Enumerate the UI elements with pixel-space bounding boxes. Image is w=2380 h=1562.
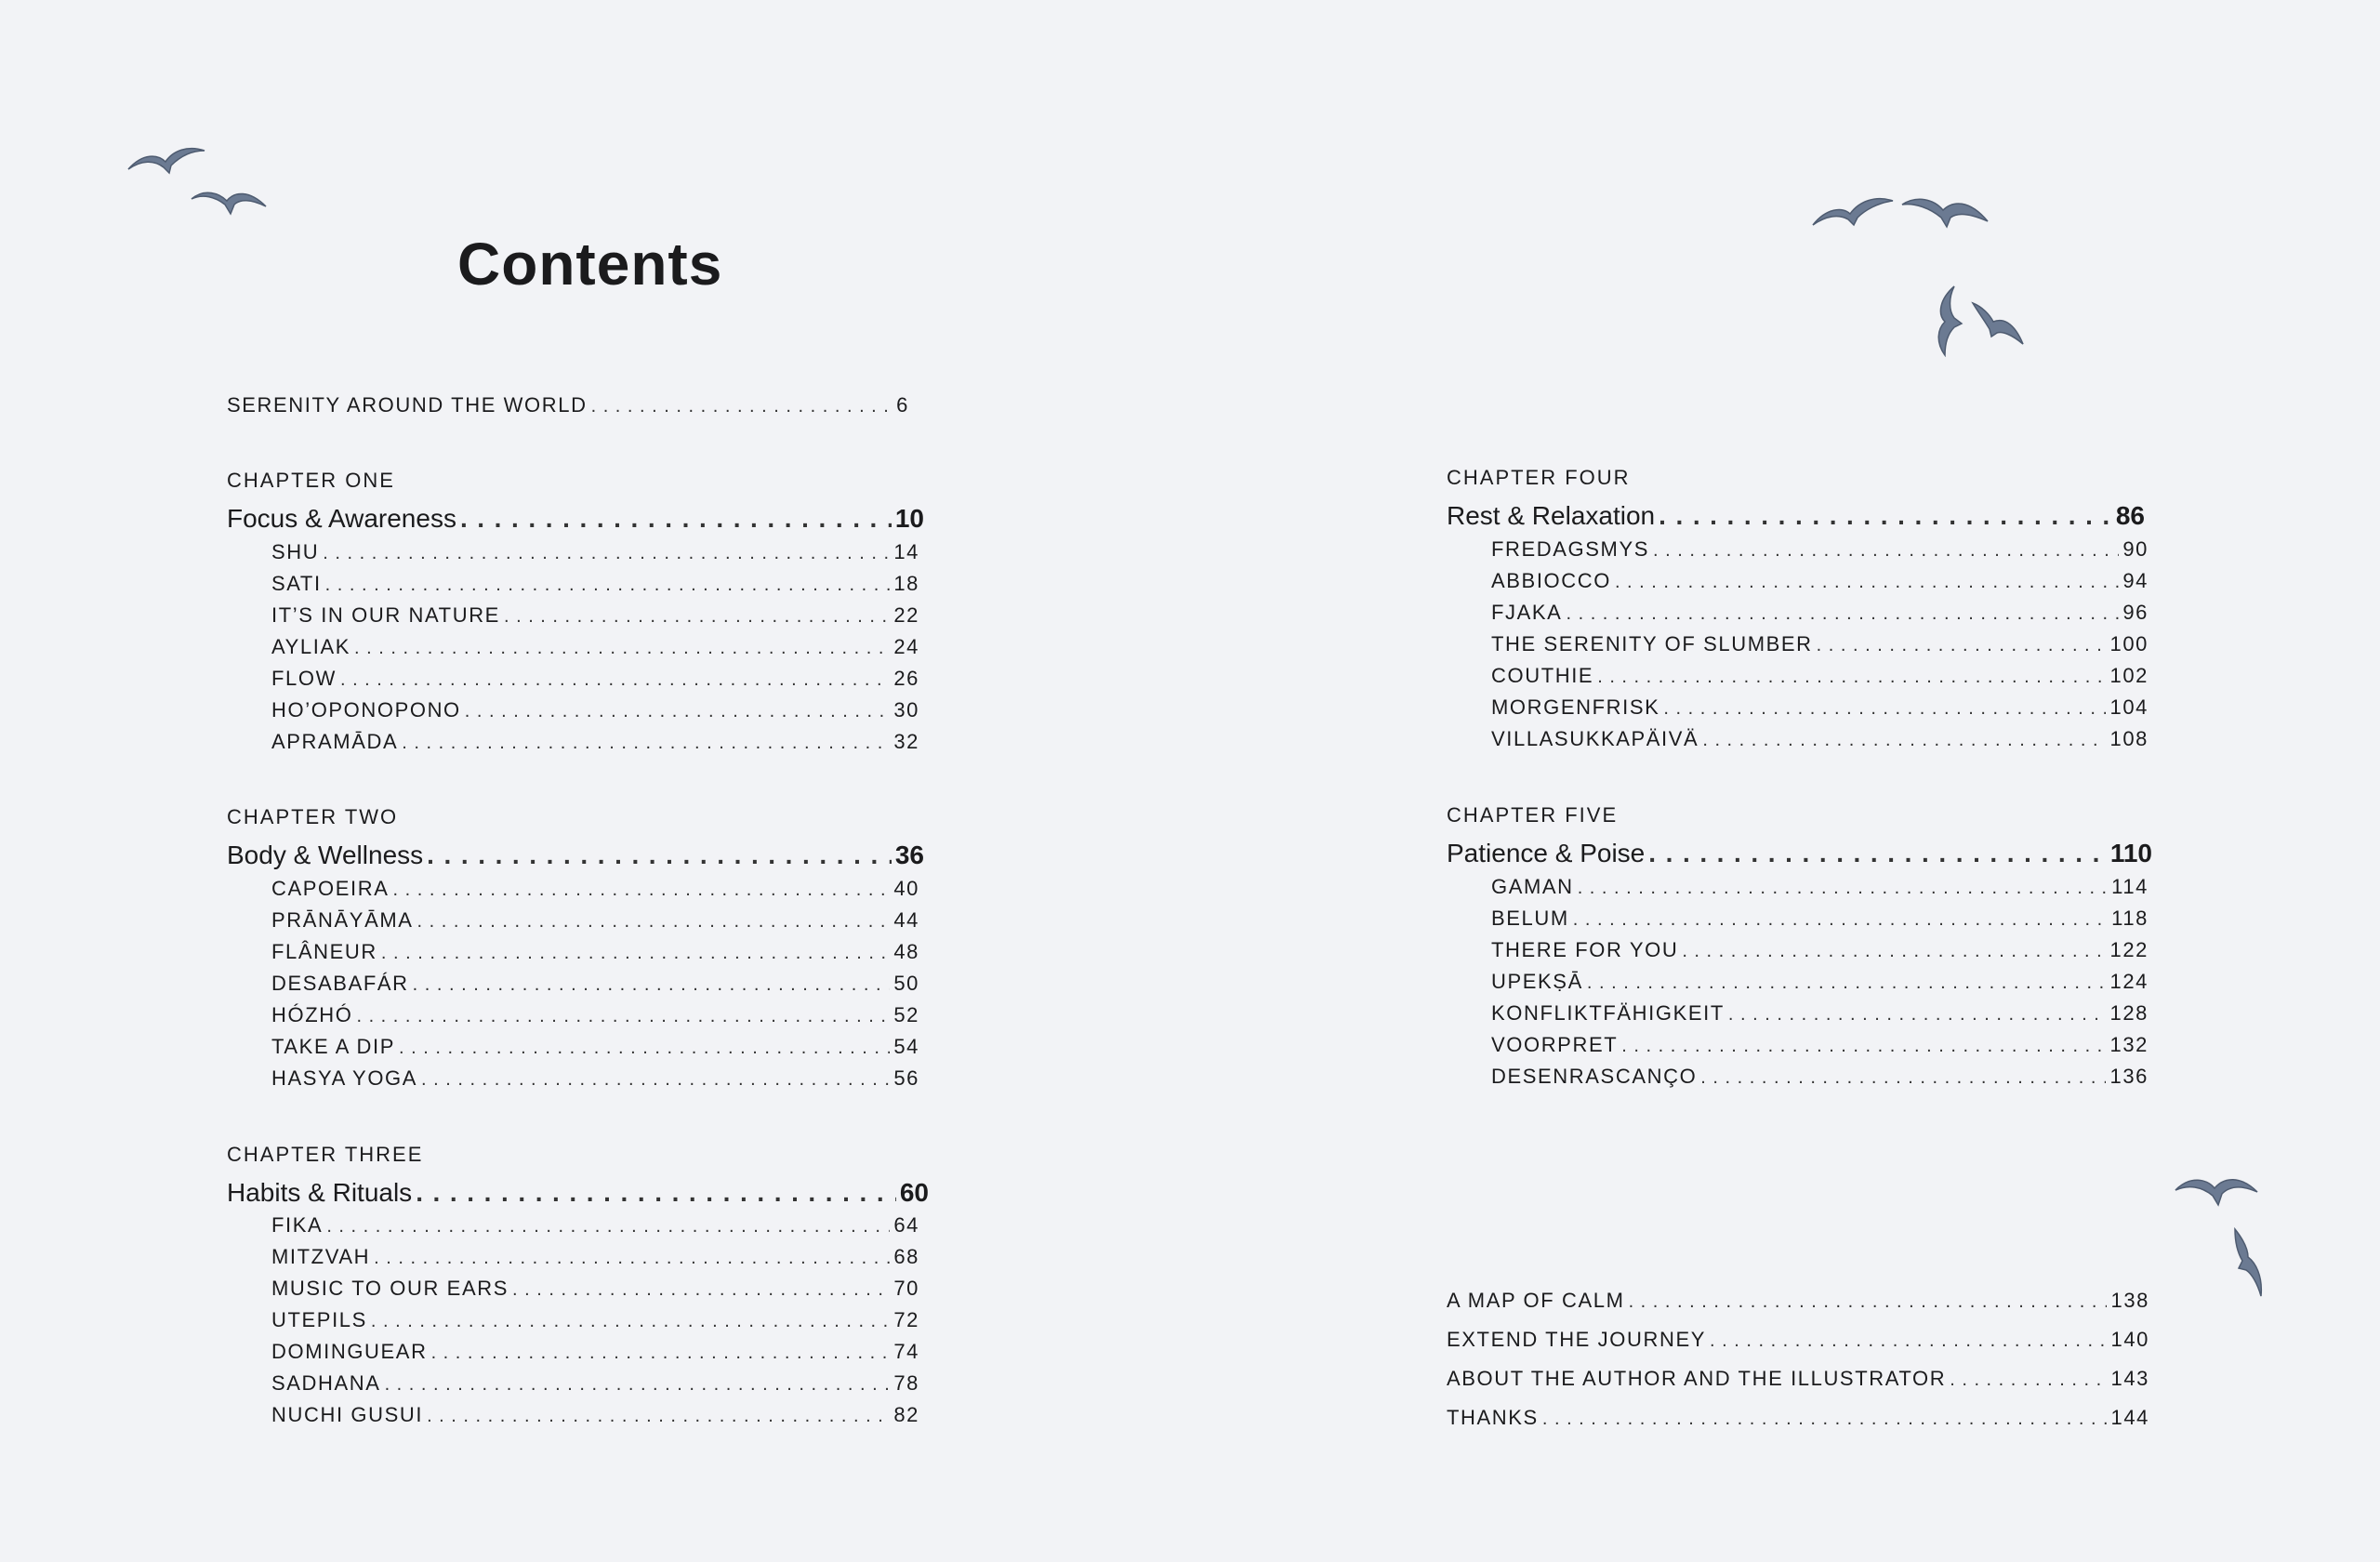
entry-page: 132 (2109, 1033, 2149, 1056)
entry-page: 74 (893, 1340, 919, 1363)
toc-entry[interactable] (271, 906, 919, 935)
dot-leader (356, 1000, 890, 1030)
dot-leader (381, 937, 890, 967)
entry-page: 90 (2122, 537, 2149, 561)
chapter-label: CHAPTER FIVE (1447, 803, 1619, 827)
dot-leader (591, 390, 893, 420)
dot-leader (431, 1337, 891, 1367)
entry-page: 124 (2109, 970, 2149, 993)
entry-label: COUTHIE (1491, 664, 1594, 687)
entry-page: 18 (893, 572, 919, 595)
entry-page: 100 (2109, 632, 2149, 655)
entry-label: SERENITY AROUND THE WORLD (227, 393, 588, 417)
toc-entry[interactable] (1491, 967, 2149, 997)
chapter-heading[interactable] (1447, 498, 2145, 534)
entry-page: 64 (893, 1213, 919, 1237)
entry-page: 72 (893, 1308, 919, 1331)
chapter-heading[interactable] (227, 501, 924, 536)
entry-label: DOMINGUEAR (271, 1340, 428, 1363)
entry-page: 104 (2109, 695, 2149, 719)
dot-leader (1817, 629, 2107, 659)
entry-label: CAPOEIRA (271, 877, 390, 900)
chapter-heading[interactable] (227, 838, 924, 873)
entry-label: AYLIAK (271, 635, 351, 658)
bird-icon (2229, 1227, 2268, 1298)
page-title: Contents (457, 231, 723, 298)
dot-leader (1700, 1062, 2106, 1092)
dot-leader (1566, 598, 2119, 628)
dot-leader (1710, 1325, 2107, 1355)
dot-leader (1648, 836, 2107, 871)
entry-page: 22 (893, 603, 919, 627)
entry-label: ABBIOCCO (1491, 569, 1611, 592)
bird-icon (1969, 299, 2025, 348)
dot-leader (416, 1175, 896, 1211)
dot-leader (399, 1032, 890, 1062)
heading-page: 36 (894, 841, 924, 869)
toc-entry[interactable] (1491, 566, 2149, 596)
toc-entry[interactable] (1491, 1062, 2149, 1092)
entry-page: 138 (2110, 1289, 2149, 1312)
toc-entry[interactable] (271, 601, 919, 630)
dot-leader (371, 1305, 890, 1335)
entry-label: APRAMĀDA (271, 730, 399, 753)
toc-entry[interactable] (271, 969, 919, 999)
toc-entry[interactable] (1491, 629, 2149, 659)
bird-icon (1932, 285, 1964, 357)
entry-page: 122 (2109, 938, 2149, 961)
entry-label: MITZVAH (271, 1245, 371, 1268)
toc-entry[interactable] (271, 1000, 919, 1030)
heading-label: Focus & Awareness (227, 504, 456, 533)
toc-entry[interactable] (1491, 661, 2149, 691)
entry-page: 96 (2122, 601, 2149, 624)
toc-entry[interactable] (271, 695, 919, 725)
dot-leader (1702, 724, 2106, 754)
chapter-heading[interactable] (227, 1175, 929, 1211)
dot-leader (1629, 1286, 2108, 1316)
toc-entry[interactable] (271, 1369, 919, 1398)
entry-label: HASYA YOGA (271, 1066, 418, 1090)
toc-entry[interactable] (1491, 872, 2149, 902)
toc-entry[interactable] (1491, 693, 2149, 722)
entry-label: MORGENFRISK (1491, 695, 1660, 719)
dot-leader (1728, 999, 2107, 1028)
entry-label: TAKE A DIP (271, 1035, 395, 1058)
toc-entry[interactable] (271, 664, 919, 694)
dot-leader (1578, 872, 2108, 902)
toc-entry[interactable] (271, 874, 919, 904)
entry-label: IT’S IN OUR NATURE (271, 603, 500, 627)
entry-page: 54 (893, 1035, 919, 1058)
entry-page: 68 (893, 1245, 919, 1268)
entry-page: 114 (2111, 875, 2149, 898)
toc-entry[interactable] (271, 1032, 919, 1062)
dot-leader (417, 906, 891, 935)
entry-label: DESENRASCANÇO (1491, 1065, 1698, 1088)
entry-label: HO’OPONOPONO (271, 698, 461, 721)
entry-page: 128 (2109, 1001, 2149, 1025)
entry-page: 56 (893, 1066, 919, 1090)
heading-page: 60 (899, 1178, 929, 1207)
dot-leader (413, 969, 891, 999)
entry-label: PRĀNĀYĀMA (271, 908, 414, 932)
toc-entry-back-matter[interactable] (1447, 1403, 2149, 1433)
entry-label: VOORPRET (1491, 1033, 1619, 1056)
entry-label: ABOUT THE AUTHOR AND THE ILLUSTRATOR (1447, 1367, 1947, 1390)
entry-label: FLÂNEUR (271, 940, 377, 963)
bird-icon (190, 184, 268, 216)
entry-label: THERE FOR YOU (1491, 938, 1679, 961)
chapter-label: CHAPTER TWO (227, 805, 399, 828)
heading-page: 10 (894, 504, 924, 533)
entry-page: 6 (896, 393, 909, 417)
chapter-label: CHAPTER THREE (227, 1143, 424, 1166)
entry-page: 30 (893, 698, 919, 721)
entry-page: 40 (893, 877, 919, 900)
entry-page: 136 (2109, 1065, 2149, 1088)
dot-leader (427, 838, 892, 873)
heading-page: 86 (2115, 501, 2145, 530)
heading-label: Rest & Relaxation (1447, 501, 1656, 530)
entry-label: DESABAFÁR (271, 972, 409, 995)
entry-page: 48 (893, 940, 919, 963)
entry-label: SADHANA (271, 1371, 381, 1395)
dot-leader (460, 501, 892, 536)
toc-entry[interactable] (1491, 535, 2149, 564)
entry-label: NUCHI GUSUI (271, 1403, 424, 1426)
dot-leader (465, 695, 891, 725)
dot-leader (1573, 904, 2108, 933)
dot-leader (1950, 1364, 2107, 1394)
dot-leader (323, 537, 890, 567)
heading-label: Body & Wellness (227, 841, 424, 869)
dot-leader (1621, 1030, 2106, 1060)
dot-leader (402, 727, 890, 757)
entry-label: MUSIC TO OUR EARS (271, 1277, 509, 1300)
bird-icon (1811, 192, 1895, 229)
chapter-label: CHAPTER ONE (227, 469, 395, 492)
entry-page: 24 (893, 635, 919, 658)
dot-leader (340, 664, 890, 694)
heading-page: 110 (2109, 839, 2152, 867)
entry-page: 32 (893, 730, 919, 753)
toc-entry[interactable] (1491, 598, 2149, 628)
chapter-heading[interactable] (1447, 836, 2152, 871)
entry-label: GAMAN (1491, 875, 1574, 898)
entry-page: 70 (893, 1277, 919, 1300)
entry-label: VILLASUKKAPÄIVÄ (1491, 727, 1699, 750)
heading-label: Habits & Rituals (227, 1178, 413, 1207)
toc-entry[interactable] (271, 727, 919, 757)
entry-label: EXTEND THE JOURNEY (1447, 1328, 1706, 1351)
entry-label: FLOW (271, 667, 337, 690)
chapter-label: CHAPTER FOUR (1447, 466, 1631, 489)
bird-icon (126, 139, 206, 177)
toc-entry[interactable] (1491, 999, 2149, 1028)
entry-page: 143 (2110, 1367, 2149, 1390)
toc-entry[interactable] (271, 1242, 919, 1272)
toc-entry-back-matter[interactable] (1447, 1325, 2149, 1355)
entry-label: FREDAGSMYS (1491, 537, 1650, 561)
dot-leader (427, 1400, 890, 1430)
entry-page: 14 (893, 540, 919, 563)
entry-page: 118 (2111, 907, 2149, 930)
dot-leader (374, 1242, 890, 1272)
entry-page: 102 (2109, 664, 2149, 687)
toc-entry[interactable] (271, 1274, 919, 1304)
toc-entry[interactable] (1491, 935, 2149, 965)
entry-label: HÓZHÓ (271, 1003, 353, 1026)
entry-label: THANKS (1447, 1406, 1539, 1429)
toc-entry-back-matter[interactable] (1447, 1364, 2149, 1394)
toc-entry[interactable] (271, 632, 919, 662)
toc-entry[interactable] (1491, 1030, 2149, 1060)
entry-label: UTEPILS (271, 1308, 367, 1331)
dot-leader (354, 632, 890, 662)
toc-entry[interactable] (271, 537, 919, 567)
toc-entry[interactable] (271, 1064, 919, 1093)
entry-label: FJAKA (1491, 601, 1563, 624)
entry-label: SHU (271, 540, 320, 563)
toc-entry-back-matter[interactable] (1447, 1286, 2149, 1316)
entry-page: 26 (893, 667, 919, 690)
entry-label: BELUM (1491, 907, 1569, 930)
dot-leader (1597, 661, 2106, 691)
entry-label: THE SERENITY OF SLUMBER (1491, 632, 1813, 655)
dot-leader (1653, 535, 2119, 564)
dot-leader (325, 569, 891, 599)
entry-label: A MAP OF CALM (1447, 1289, 1625, 1312)
entry-page: 144 (2110, 1406, 2149, 1429)
entry-page: 78 (893, 1371, 919, 1395)
toc-entry[interactable] (271, 569, 919, 599)
toc-entry[interactable] (271, 1211, 919, 1240)
entry-page: 44 (893, 908, 919, 932)
heading-label: Patience & Poise (1447, 839, 1646, 867)
entry-label: SATI (271, 572, 322, 595)
dot-leader (1615, 566, 2119, 596)
entry-label: UPEKṢĀ (1491, 970, 1583, 993)
entry-page: 94 (2122, 569, 2149, 592)
dot-leader (1542, 1403, 2108, 1433)
toc-entry-intro[interactable] (227, 390, 909, 420)
right-page (1190, 0, 2380, 1562)
dot-leader (326, 1211, 890, 1240)
entry-label: KONFLIKTFÄHIGKEIT (1491, 1001, 1725, 1025)
entry-page: 140 (2110, 1328, 2149, 1351)
dot-leader (504, 601, 890, 630)
dot-leader (385, 1369, 891, 1398)
toc-entry[interactable] (271, 1337, 919, 1367)
toc-entry[interactable] (1491, 904, 2149, 933)
dot-leader (393, 874, 891, 904)
entry-page: 108 (2109, 727, 2149, 750)
bird-icon (1900, 193, 1990, 231)
dot-leader (1663, 693, 2106, 722)
dot-leader (1659, 498, 2112, 534)
dot-leader (512, 1274, 890, 1304)
dot-leader (1587, 967, 2107, 997)
entry-page: 52 (893, 1003, 919, 1026)
bird-icon (2174, 1170, 2259, 1209)
entry-label: FIKA (271, 1213, 324, 1237)
toc-entry[interactable] (271, 1305, 919, 1335)
dot-leader (1682, 935, 2106, 965)
dot-leader (421, 1064, 890, 1093)
entry-page: 50 (893, 972, 919, 995)
toc-entry[interactable] (271, 937, 919, 967)
toc-entry[interactable] (271, 1400, 919, 1430)
toc-entry[interactable] (1491, 724, 2149, 754)
entry-page: 82 (893, 1403, 919, 1426)
